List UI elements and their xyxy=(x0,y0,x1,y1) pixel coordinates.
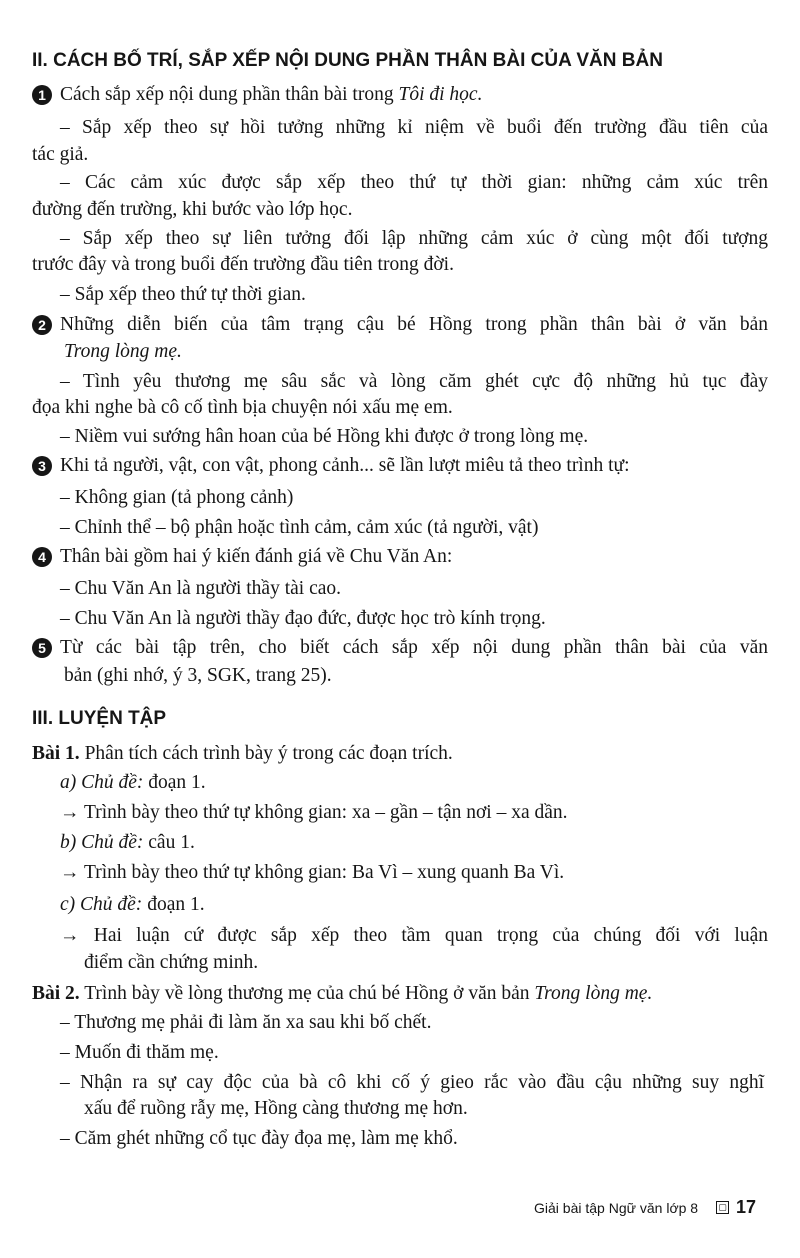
q1-answer-4: – Sắp xếp theo thứ tự thời gian. xyxy=(60,284,306,305)
exercise-1-label: Bài 1. xyxy=(32,743,80,764)
exercise-2-label: Bài 2. xyxy=(32,983,80,1004)
exercise-2-prompt: Bài 2. Trình bày về lòng thương mẹ của chú bé Hồng ở văn bản Trong lòng mẹ. xyxy=(32,983,653,1004)
question-2-text: Những diễn biến của tâm trạng cậu bé Hồng trong phần thân bài ở văn bản xyxy=(60,314,768,335)
exercise-2-title: Trong lòng mẹ. xyxy=(534,983,653,1004)
question-3-text: Khi tả người, vật, con vật, phong cảnh... sẽ lần lượt miêu tả theo trình tự: xyxy=(60,455,630,476)
question-5-line-2: bản (ghi nhớ, ý 3, SGK, trang 25). xyxy=(64,665,332,686)
book-title: Giải bài tập Ngữ văn lớp 8 xyxy=(534,1200,699,1216)
q1-answer-1-line-2: tác giả. xyxy=(32,144,89,165)
question-number-4: 4 xyxy=(32,547,52,567)
page-number: 17 xyxy=(736,1197,757,1217)
section-heading-practice: III. LUYỆN TẬP xyxy=(32,708,167,729)
q3-answer-2: – Chỉnh thể – bộ phận hoặc tình cảm, cảm xúc (tả người, vật) xyxy=(60,517,539,538)
exercise-1-c-answer-line-2: điểm cần chứng minh. xyxy=(84,952,259,973)
exercise-1-c-answer-line-1: → Hai luận cứ được sắp xếp theo tầm quan trọng của chúng đối với luận xyxy=(60,925,768,946)
question-number-3: 3 xyxy=(32,456,52,476)
q1-answer-3-line-2: trước đây và trong buổi đến trường đầu tiên trong đời. xyxy=(32,254,454,275)
q2-answer-1-line-1: – Tình yêu thương mẹ sâu sắc và lòng căm ghét cực độ những hủ tục đày xyxy=(60,371,768,392)
q4-answer-2: – Chu Văn An là người thầy đạo đức, được học trò kính trọng. xyxy=(60,608,546,629)
exercise-2-answer-4: – Căm ghét những cổ tục đày đọa mẹ, làm mẹ khổ. xyxy=(60,1128,458,1149)
q1-answer-2-line-2: đường đến trường, khi bước vào lớp học. xyxy=(32,199,353,220)
page-footer xyxy=(520,1196,770,1220)
q3-answer-1: – Không gian (tả phong cảnh) xyxy=(60,487,294,508)
q1-answer-1-line-1: – Sắp xếp theo sự hồi tưởng những kỉ niệm về buổi đến trường đầu tiên của xyxy=(60,117,768,138)
exercise-1-b-answer: → Trình bày theo thứ tự không gian: Ba Vì – xung quanh Ba Vì. xyxy=(60,862,565,883)
section-heading-layout: II. CÁCH BỐ TRÍ, SẮP XẾP NỘI DUNG PHẦN THÂN BÀI CỦA VĂN BẢN xyxy=(32,50,663,71)
exercise-2-answer-2: – Muốn đi thăm mẹ. xyxy=(60,1042,219,1063)
question-2-title: Trong lòng mẹ. xyxy=(64,341,182,362)
exercise-2-answer-3-line-1: – Nhận ra sự cay độc của bà cô khi cố ý gieo rắc vào đầu cậu những suy nghĩ xyxy=(60,1072,764,1093)
question-4-text: Thân bài gồm hai ý kiến đánh giá về Chu Văn An: xyxy=(60,546,453,567)
book-icon: ▢ xyxy=(716,1201,729,1214)
exercise-2-answer-1: – Thương mẹ phải đi làm ăn xa sau khi bố chết. xyxy=(60,1012,432,1033)
exercise-2-answer-3-line-2: xấu để ruồng rẫy mẹ, Hồng càng thương mẹ hơn. xyxy=(84,1098,468,1119)
q1-answer-3-line-1: – Sắp xếp theo sự liên tưởng đối lập những cảm xúc ở cùng một đối tượng xyxy=(60,228,768,249)
question-5-line-1: Từ các bài tập trên, cho biết cách sắp xếp nội dung phần thân bài của văn xyxy=(60,637,768,658)
question-1-title: Tôi đi học. xyxy=(398,84,483,105)
exercise-1-c-topic: c) Chủ đề: đoạn 1. xyxy=(60,894,205,915)
exercise-1-b-topic: b) Chủ đề: câu 1. xyxy=(60,832,195,853)
q2-answer-1-line-2: đọa khi nghe bà cô cố tình bịa chuyện nói xấu mẹ em. xyxy=(32,397,453,418)
question-number-1: 1 xyxy=(32,85,52,105)
question-number-5: 5 xyxy=(32,638,52,658)
q2-answer-2: – Niềm vui sướng hân hoan của bé Hồng khi được ở trong lòng mẹ. xyxy=(60,426,589,447)
q4-answer-1: – Chu Văn An là người thầy tài cao. xyxy=(60,578,342,599)
exercise-1-a-topic: a) Chủ đề: đoạn 1. xyxy=(60,772,206,793)
question-number-2: 2 xyxy=(32,315,52,335)
question-1-text: Cách sắp xếp nội dung phần thân bài trong Tôi đi học. xyxy=(60,84,483,105)
exercise-1-a-answer: → Trình bày theo thứ tự không gian: xa – gần – tận nơi – xa dần. xyxy=(60,802,568,823)
exercise-1-prompt: Bài 1. Phân tích cách trình bày ý trong các đoạn trích. xyxy=(32,743,453,764)
q1-answer-2-line-1: – Các cảm xúc được sắp xếp theo thứ tự thời gian: những cảm xúc trên xyxy=(60,172,768,193)
